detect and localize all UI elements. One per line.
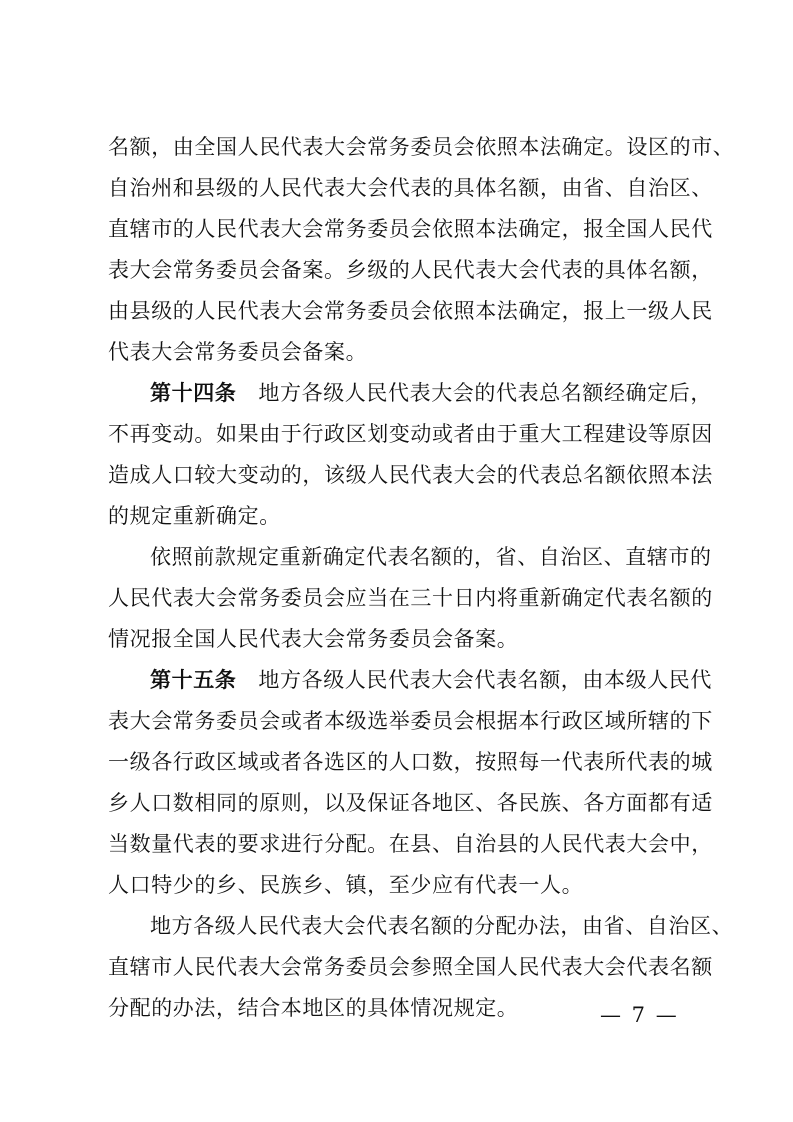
text-line: 直辖市人民代表大会常务委员会参照全国人民代表大会代表名额 [108, 955, 713, 979]
article-14-label: 第十四条 [150, 381, 237, 405]
text-line: 表大会常务委员会或者本级选举委员会根据本行政区域所辖的下 [108, 709, 713, 733]
text-line: 人民代表大会常务委员会应当在三十日内将重新确定代表名额的 [108, 586, 713, 610]
text-line: 分配的办法，结合本地区的具体情况规定。 [108, 996, 519, 1020]
text-line: 乡人口数相同的原则，以及保证各地区、各民族、各方面都有适 [108, 791, 713, 815]
text-line: 依照前款规定重新确定代表名额的，省、自治区、直辖市的 [150, 545, 712, 569]
article-15-first-line [150, 667, 712, 693]
text-line: 由县级的人民代表大会常务委员会依照本法确定，报上一级人民 [108, 299, 713, 323]
text-line: 人口特少的乡、民族乡、镇，至少应有代表一人。 [108, 873, 584, 897]
article-15-text: 地方各级人民代表大会代表名额，由本级人民代 [258, 668, 713, 692]
text-line: 名额，由全国人民代表大会常务委员会依照本法确定。设区的市、 [108, 135, 735, 159]
text-line: 自治州和县级的人民代表大会代表的具体名额，由省、自治区、 [108, 176, 713, 200]
text-line: 地方各级人民代表大会代表名额的分配办法，由省、自治区、 [150, 914, 734, 938]
text-line: 的规定重新确定。 [108, 504, 281, 528]
text-line: 代表大会常务委员会备案。 [108, 340, 368, 364]
article-15-label: 第十五条 [150, 668, 237, 692]
text-line: 当数量代表的要求进行分配。在县、自治县的人民代表大会中， [108, 832, 713, 856]
text-line: 表大会常务委员会备案。乡级的人民代表大会代表的具体名额， [108, 258, 713, 282]
text-line: 造成人口较大变动的，该级人民代表大会的代表总名额依照本法 [108, 463, 713, 487]
text-line: 一级各行政区域或者各选区的人口数，按照每一代表所代表的城 [108, 750, 713, 774]
page-number: — 7 — [600, 1003, 679, 1027]
article-14-first-line [150, 380, 712, 406]
text-line: 不再变动。如果由于行政区划变动或者由于重大工程建设等原因 [108, 422, 713, 446]
text-line: 直辖市的人民代表大会常务委员会依照本法确定，报全国人民代 [108, 217, 713, 241]
article-14-text: 地方各级人民代表大会的代表总名额经确定后， [258, 381, 713, 405]
text-line: 情况报全国人民代表大会常务委员会备案。 [108, 627, 519, 651]
